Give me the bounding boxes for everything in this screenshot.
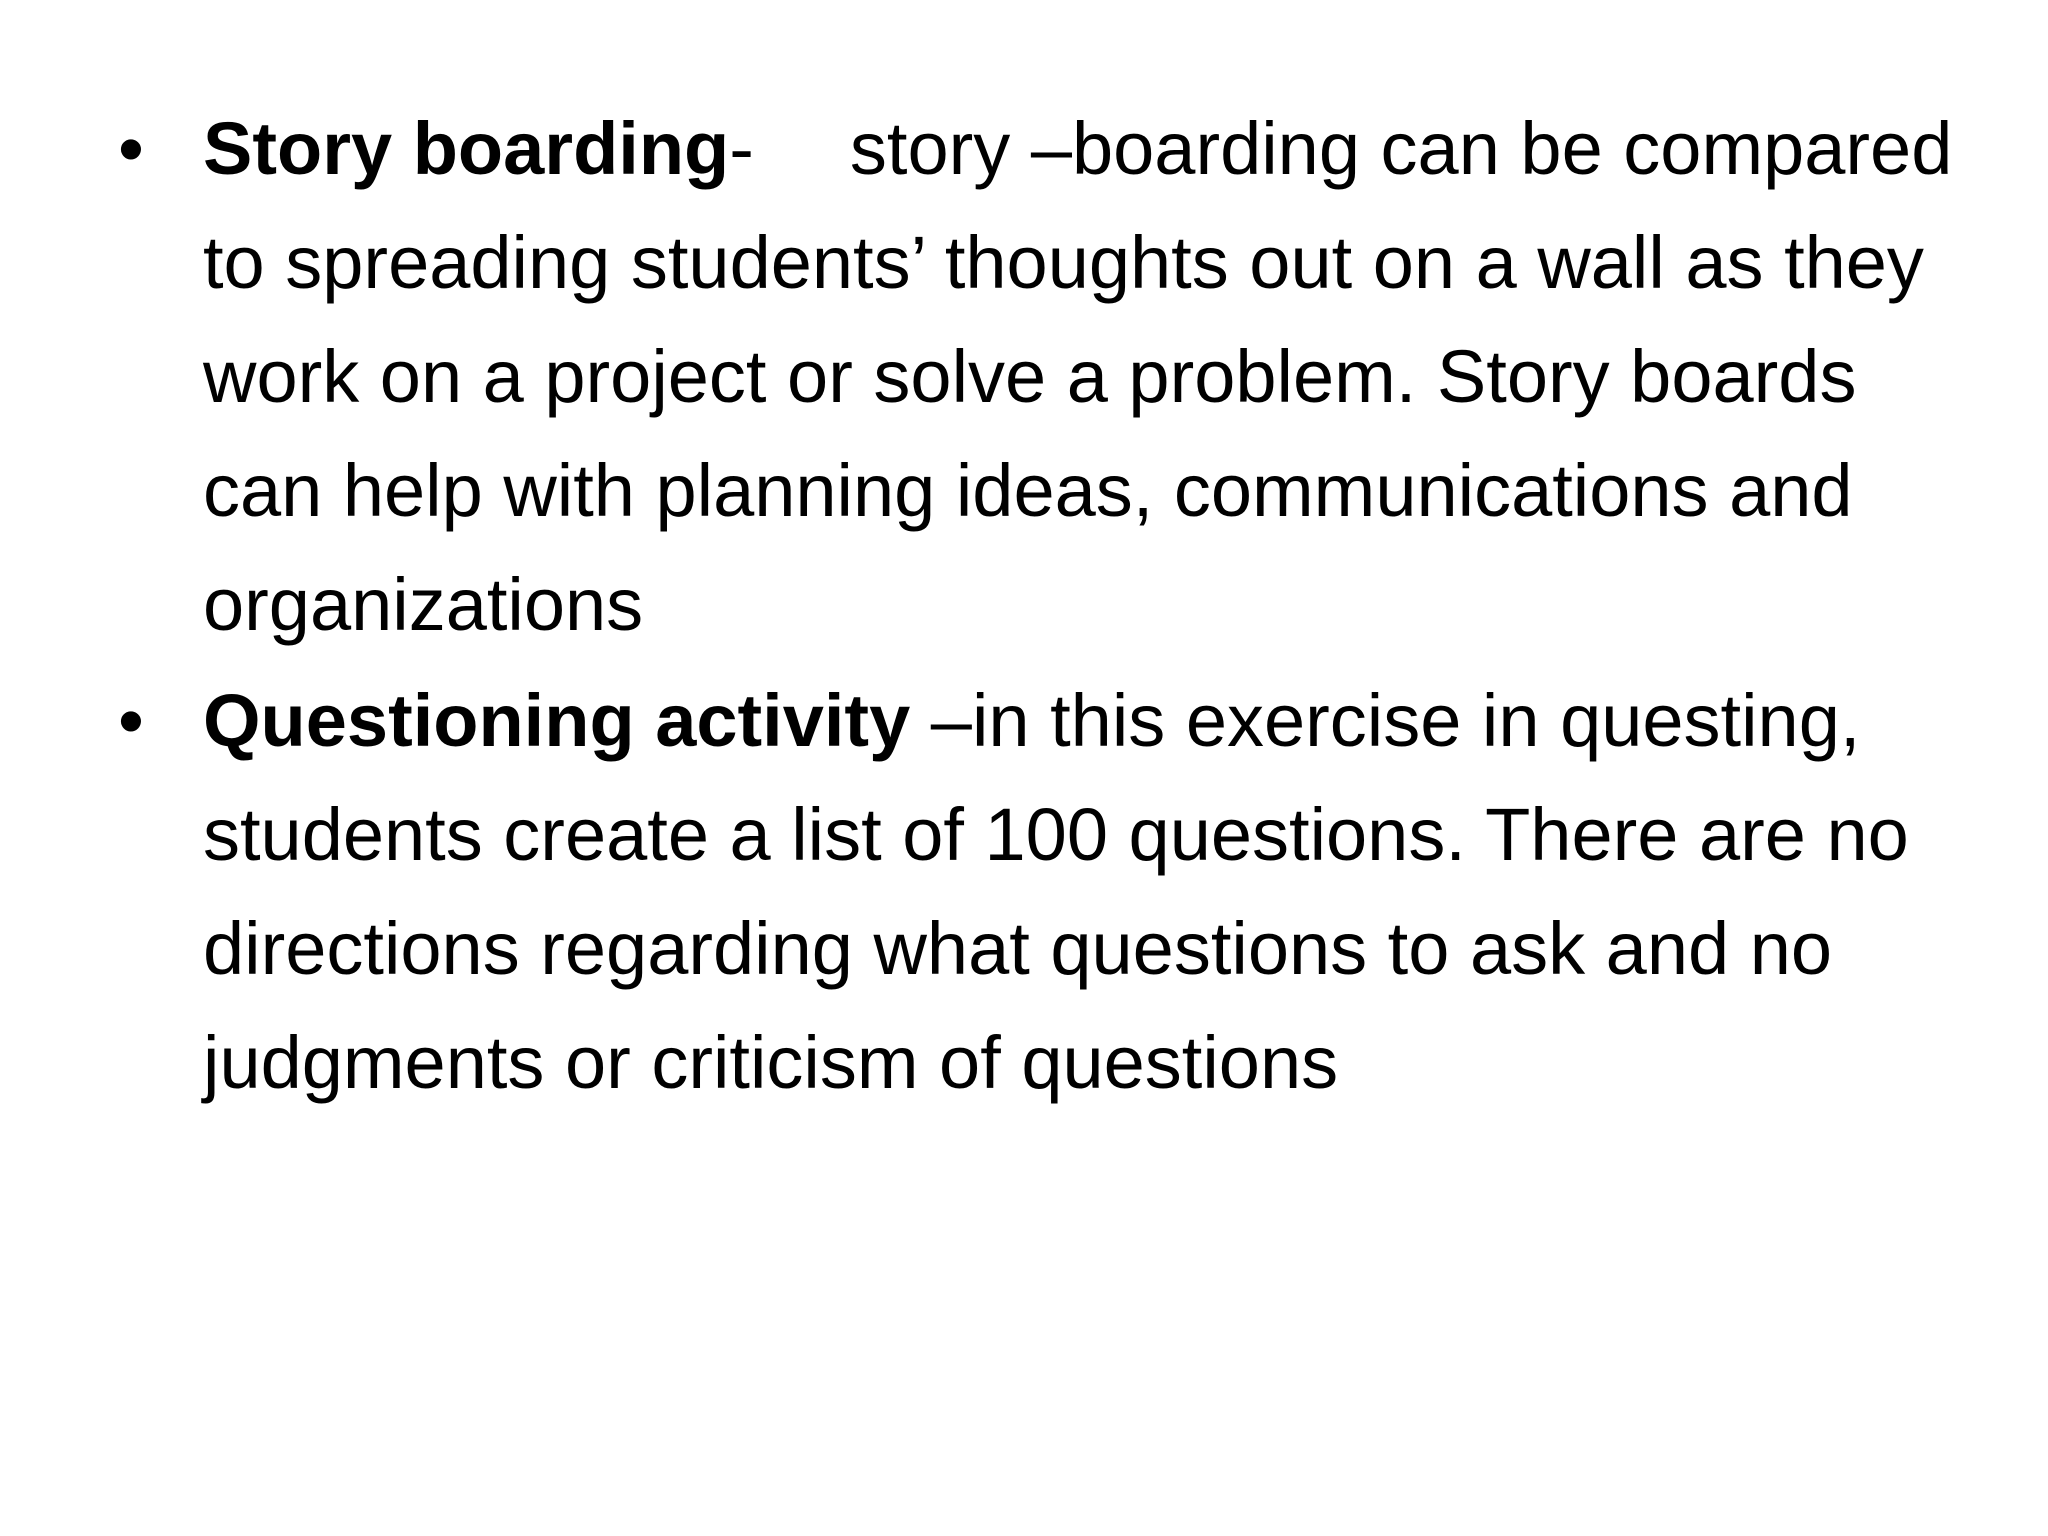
bullet-item-story-boarding [118,92,1963,662]
bullet-item-questioning-activity [118,664,1963,1120]
bullet-icon: • [118,679,144,762]
bullet-text: story –boarding can be compared to spreading students’ thoughts out on a wall as they work on a project or solve a problem. Story boards can help with planning ideas, communications and organizations [203,107,1953,646]
bullet-term: Story boarding [203,107,730,190]
bullet-text: –in this exercise in questing, students create a list of 100 questions. There are no directions regarding what questions to ask and no judgments or criticism of questions [203,679,1909,1104]
bullet-separator [910,679,931,762]
bullet-list [118,92,1963,1122]
bullet-icon: • [118,107,144,190]
bullet-term: Questioning activity [203,679,911,762]
bullet-separator: - [729,107,754,190]
